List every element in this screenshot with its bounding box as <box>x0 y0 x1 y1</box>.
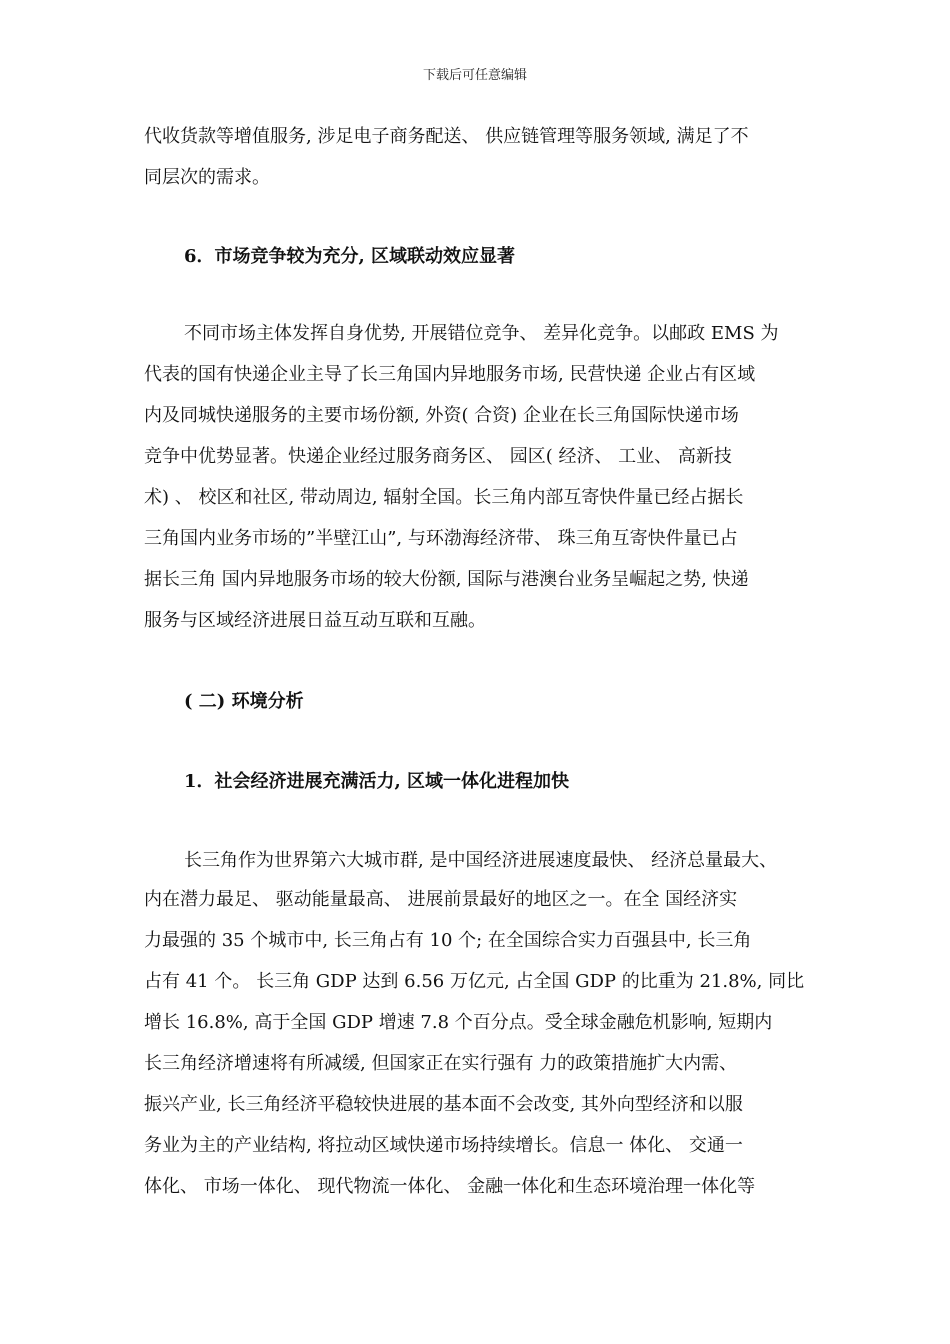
body-text-line: 增长 16.8%, 高于全国 GDP 增速 7.8 个百分点。受全球金融危机影响, 短期内 <box>144 1012 773 1033</box>
section-heading-1: 1．社会经济进展充满活力, 区域一体化进程加快 <box>184 771 570 792</box>
body-text-line: 代表的国有快递企业主导了长三角国内异地服务市场, 民营快递 企业占有区域 <box>144 364 756 385</box>
page-header: 下载后可任意编辑 <box>422 68 527 83</box>
body-text-line: 代收货款等增值服务, 涉足电子商务配送、 供应链管理等服务领域, 满足了不 <box>144 126 749 147</box>
body-text-line: 术) 、 校区和社区, 带动周边, 辐射全国。长三角内部互寄快件量已经占据长 <box>144 487 744 508</box>
body-text-line: 内及同城快递服务的主要市场份额, 外资( 合资) 企业在长三角国际快递市场 <box>144 405 739 426</box>
body-text-line: 长三角经济增速将有所减缓, 但国家正在实行强有 力的政策措施扩大内需、 <box>144 1053 738 1074</box>
body-text-line: 务业为主的产业结构, 将拉动区域快递市场持续增长。信息一 体化、 交通一 <box>144 1135 743 1156</box>
body-text-line: 占有 41 个。 长三角 GDP 达到 6.56 万亿元, 占全国 GDP 的比重为 21.8%, 同比 <box>144 971 805 992</box>
section-heading-6: 6．市场竞争较为充分, 区域联动效应显著 <box>184 246 516 267</box>
body-text-line: 同层次的需求。 <box>144 167 270 188</box>
body-text-line: 内在潜力最足、 驱动能量最高、 进展前景最好的地区之一。在全 国经济实 <box>144 889 738 910</box>
body-text-line: 据长三角 国内异地服务市场的较大份额, 国际与港澳台业务呈崛起之势, 快递 <box>144 569 749 590</box>
body-text-line: 振兴产业, 长三角经济平稳较快进展的基本面不会改变, 其外向型经济和以服 <box>144 1094 743 1115</box>
body-text-line: 体化、 市场一体化、 现代物流一体化、 金融一体化和生态环境治理一体化等 <box>144 1176 756 1197</box>
body-text-line: 力最强的 35 个城市中, 长三角占有 10 个; 在全国综合实力百强县中, 长三角 <box>144 930 752 951</box>
body-text-line: 竞争中优势显著。快递企业经过服务商务区、 园区( 经济、 工业、 高新技 <box>144 446 732 467</box>
body-text-line: 三角国内业务市场的”半壁江山”, 与环渤海经济带、 珠三角互寄快件量已占 <box>144 528 738 549</box>
section-heading-env: ( 二) 环境分析 <box>184 691 304 712</box>
body-text-line: 服务与区域经济进展日益互动互联和互融。 <box>144 610 486 631</box>
body-text-line: 长三角作为世界第六大城市群, 是中国经济进展速度最快、 经济总量最大、 <box>184 850 778 871</box>
body-text-line: 不同市场主体发挥自身优势, 开展错位竞争、 差异化竞争。以邮政 EMS 为 <box>184 323 779 344</box>
